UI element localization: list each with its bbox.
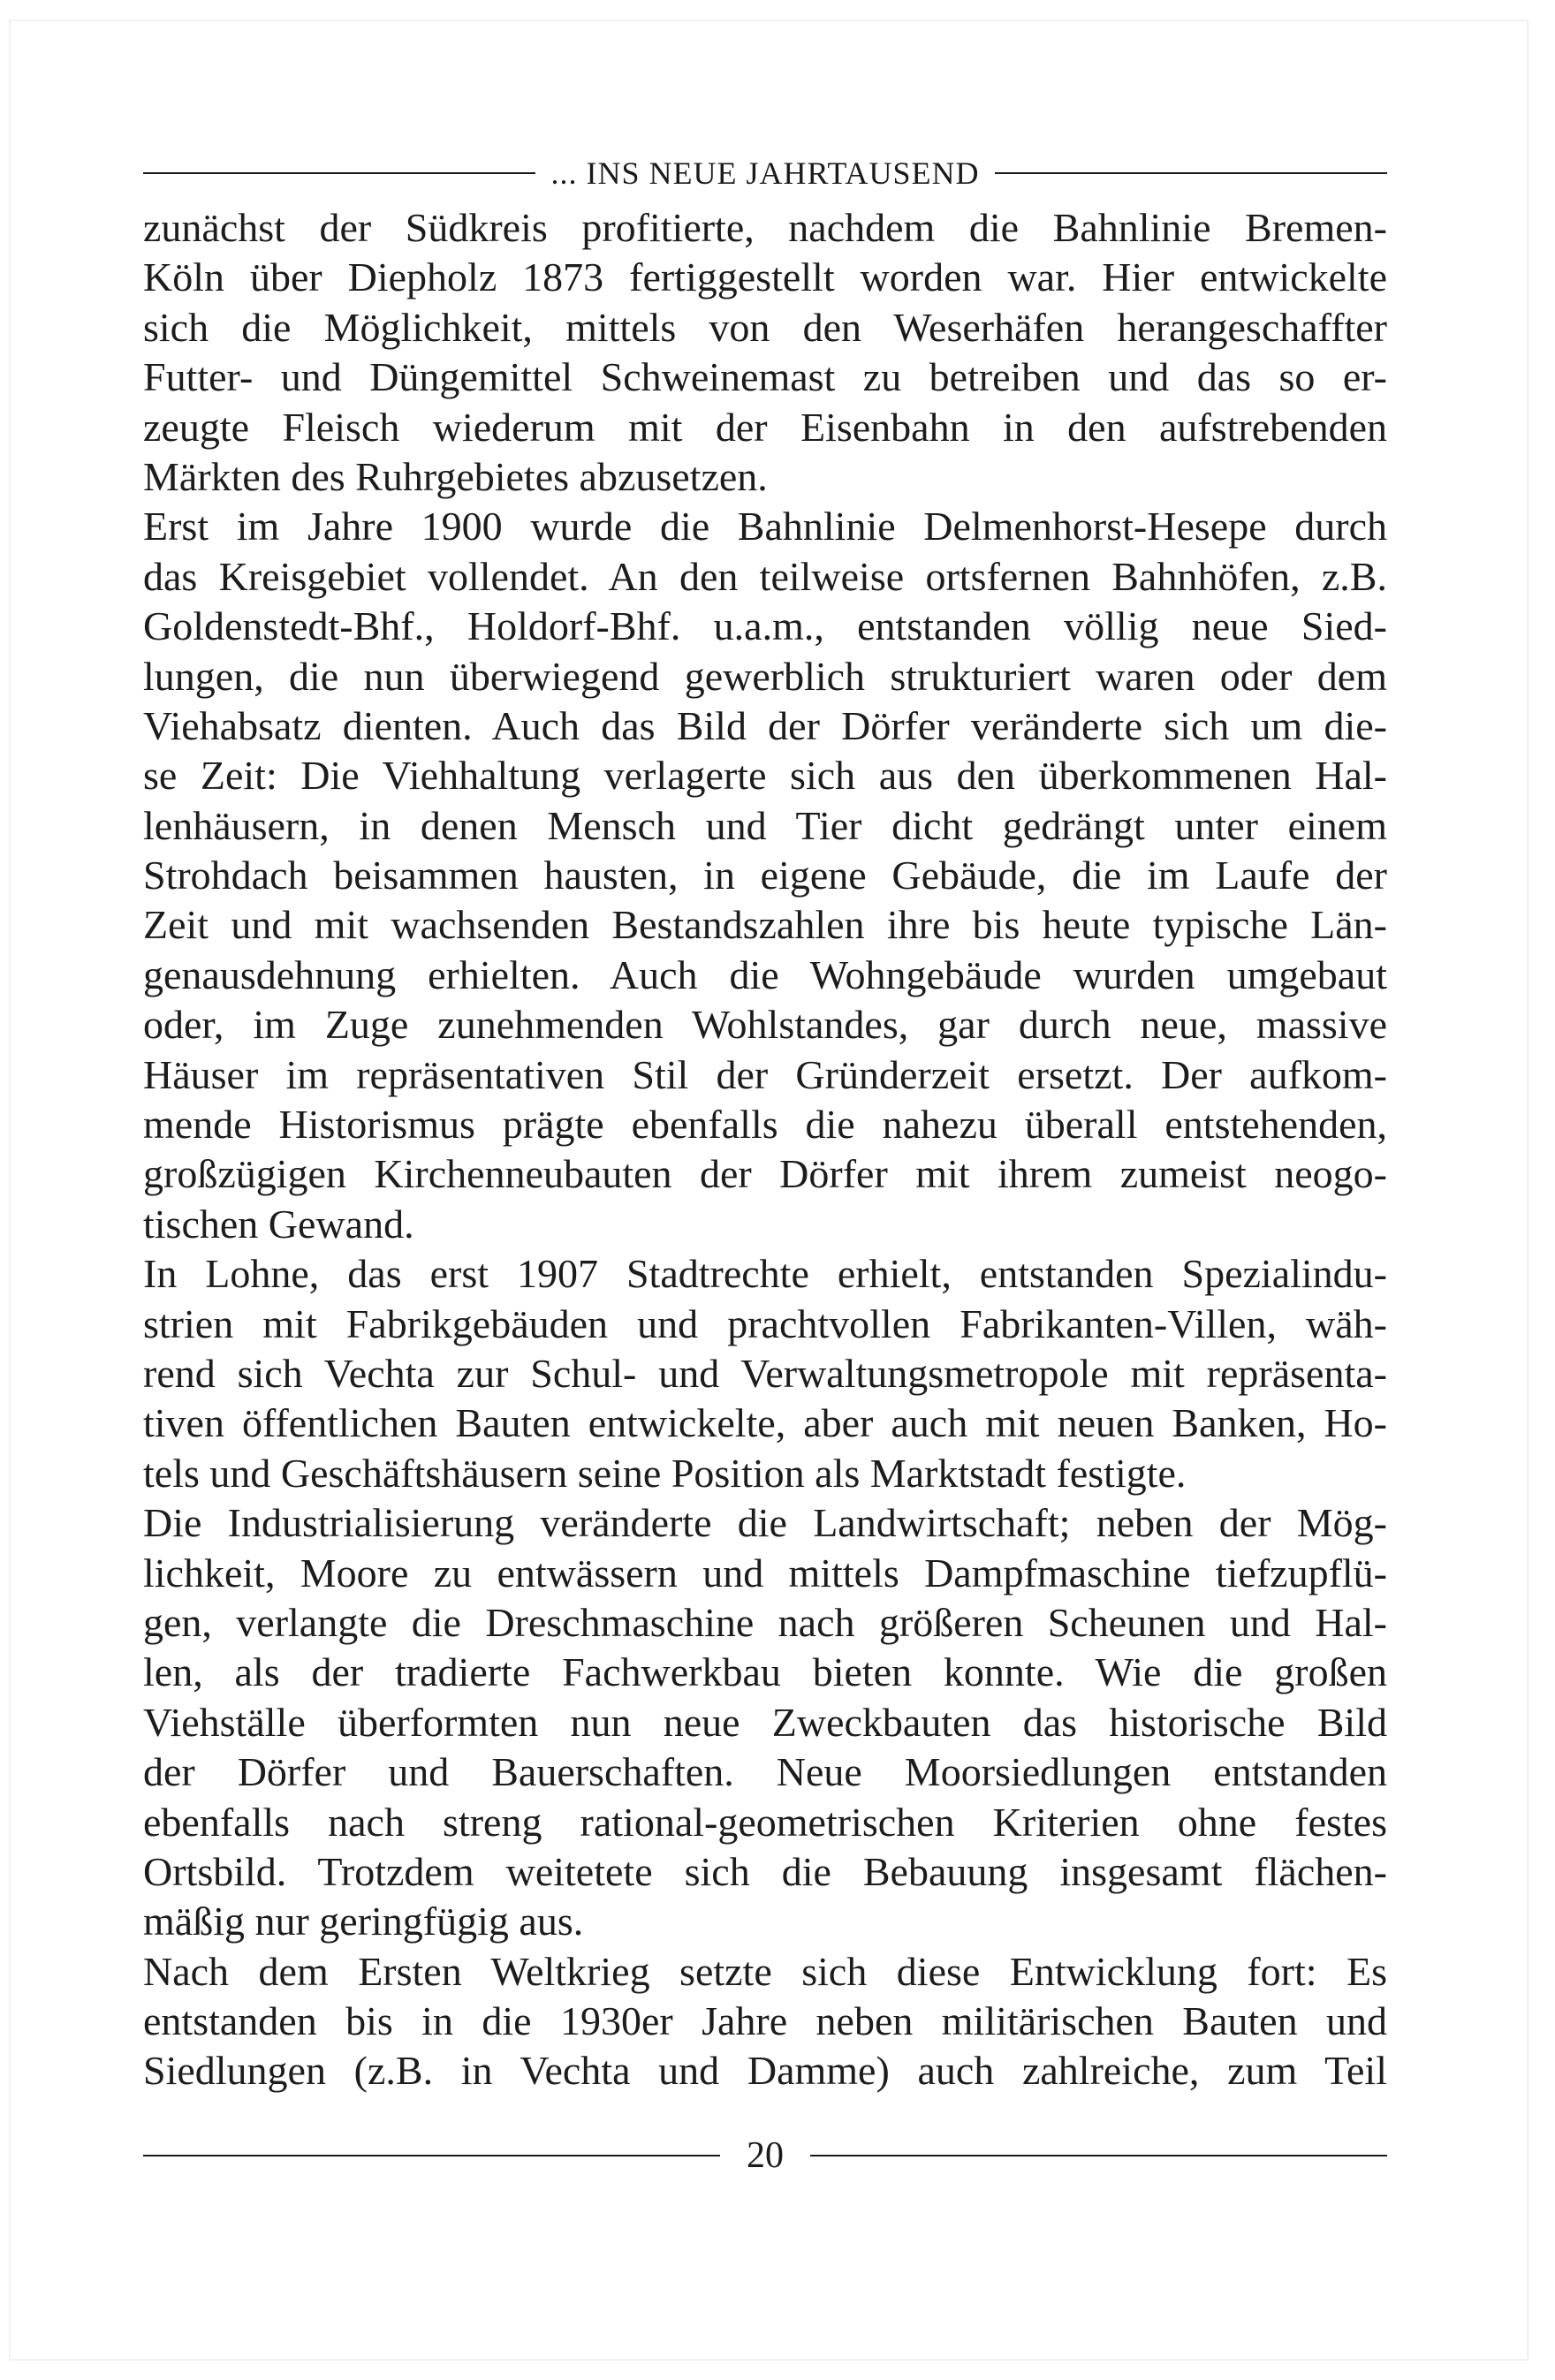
text-line: genausdehnung erhielten. Auch die Wohngebäude wurden umgebaut [143, 951, 1387, 997]
text-line: tischen Gewand. [143, 1201, 414, 1247]
text-line: tels und Geschäftshäusern seine Position als Marktstadt festigte. [143, 1450, 1187, 1496]
body-text [143, 203, 1387, 2096]
text-line: Häuser im repräsentativen Stil der Gründerzeit ersetzt. Der aufkom- [143, 1051, 1387, 1097]
text-line: Viehställe überformten nun neue Zweckbauten das historische Bild [143, 1699, 1387, 1745]
footer-rule-left [143, 2155, 720, 2156]
running-header-title: ... INS NEUE JAHRTAUSEND [550, 155, 980, 191]
text-line: der Dörfer und Bauerschaften. Neue Moorsiedlungen entstanden [143, 1749, 1387, 1795]
paragraph [143, 1947, 1387, 2096]
header-rule-left [143, 172, 535, 174]
header-rule-right [995, 172, 1387, 174]
text-line: strien mit Fabrikgebäuden und prachtvollen Fabrikanten-Villen, wäh- [143, 1300, 1387, 1346]
text-line: rend sich Vechta zur Schul- und Verwaltungsmetropole mit repräsenta- [143, 1350, 1387, 1396]
text-line: lungen, die nun überwiegend gewerblich strukturiert waren oder dem [143, 653, 1387, 699]
text-line: Futter- und Düngemittel Schweinemast zu betreiben und das so er- [143, 354, 1387, 400]
text-line: Die Industrialisierung veränderte die Landwirtschaft; neben der Mög- [143, 1500, 1387, 1546]
text-line: lichkeit, Moore zu entwässern und mittels Dampfmaschine tiefzupflü- [143, 1550, 1387, 1596]
text-line: lenhäusern, in denen Mensch und Tier dicht gedrängt unter einem [143, 802, 1387, 848]
text-line: Viehabsatz dienten. Auch das Bild der Dörfer veränderte sich um die- [143, 702, 1387, 748]
footer-rule-right [810, 2155, 1387, 2156]
text-line: len, als der tradierte Fachwerkbau bieten konnte. Wie die großen [143, 1649, 1387, 1695]
text-line: Nach dem Ersten Weltkrieg setzte sich diese Entwicklung fort: Es [143, 1948, 1387, 1994]
text-line: Goldenstedt-Bhf., Holdorf-Bhf. u.a.m., entstanden völlig neue Sied- [143, 603, 1387, 649]
text-line: sich die Möglichkeit, mittels von den Weserhäfen herangeschaffter [143, 304, 1387, 350]
text-line: mende Historismus prägte ebenfalls die nahezu überall entstehenden, [143, 1102, 1387, 1148]
text-line: entstanden bis in die 1930er Jahre neben militärischen Bauten und [143, 1998, 1387, 2044]
paragraph [143, 502, 1387, 1249]
text-line: zeugte Fleisch wiederum mit der Eisenbahn in den aufstrebenden [143, 404, 1387, 450]
text-line: Erst im Jahre 1900 wurde die Bahnlinie Delmenhorst-Hesepe durch [143, 504, 1387, 550]
text-line: tiven öffentlichen Bauten entwickelte, aber auch mit neuen Banken, Ho- [143, 1400, 1387, 1446]
text-line: Siedlungen (z.B. in Vechta und Damme) auch zahlreiche, zum Teil [143, 2048, 1387, 2094]
text-line: se Zeit: Die Viehhaltung verlagerte sich aus den überkommenen Hal- [143, 753, 1387, 799]
paragraph [143, 1249, 1387, 1498]
text-line: Märkten des Ruhrgebietes abzusetzen. [143, 453, 768, 499]
text-line: zunächst der Südkreis profitierte, nachdem die Bahnlinie Bremen- [143, 205, 1387, 250]
text-line: In Lohne, das erst 1907 Stadtrechte erhielt, entstanden Spezialindu- [143, 1251, 1387, 1297]
text-line: oder, im Zuge zunehmenden Wohlstandes, gar durch neue, massive [143, 1002, 1387, 1048]
paragraph [143, 203, 1387, 502]
text-line: mäßig nur geringfügig aus. [143, 1899, 584, 1944]
page-footer [143, 2129, 1387, 2182]
text-line: Ortsbild. Trotzdem weitetete sich die Bebauung insgesamt flächen- [143, 1848, 1387, 1894]
text-line: Strohdach beisammen hausten, in eigene Gebäude, die im Laufe der [143, 853, 1387, 898]
text-line: Zeit und mit wachsenden Bestandszahlen ihre bis heute typische Län- [143, 902, 1387, 948]
text-line: ebenfalls nach streng rational-geometrischen Kriterien ohne festes [143, 1799, 1387, 1845]
page-number: 20 [747, 2135, 784, 2176]
text-line: Köln über Diepholz 1873 fertiggestellt worden war. Hier entwickelte [143, 254, 1387, 300]
running-header [143, 148, 1387, 198]
text-line: gen, verlangte die Dreschmaschine nach größeren Scheunen und Hal- [143, 1599, 1387, 1645]
text-line: das Kreisgebiet vollendet. An den teilweise ortsfernen Bahnhöfen, z.B. [143, 553, 1387, 599]
text-line: großzügigen Kirchenneubauten der Dörfer mit ihrem zumeist neogo- [143, 1151, 1387, 1197]
paragraph [143, 1498, 1387, 1947]
